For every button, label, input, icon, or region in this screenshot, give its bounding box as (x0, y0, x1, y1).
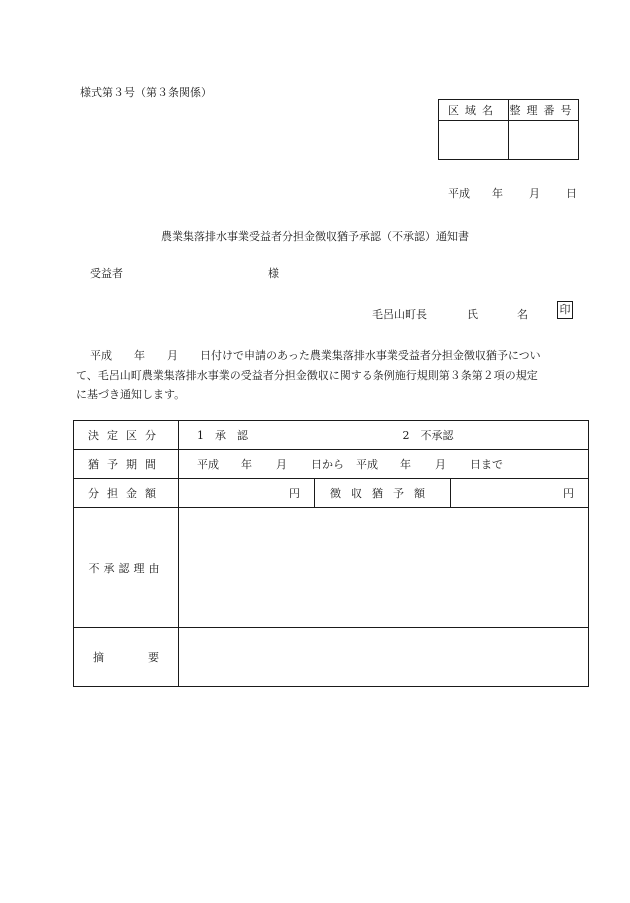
registry-number-cell (509, 121, 579, 160)
amount-label: 分担金額 (74, 479, 179, 508)
recipient-label: 受益者 (90, 267, 123, 280)
decision-option-reject: 2 不承認 (315, 421, 589, 450)
remarks-value (179, 628, 589, 687)
period-to-era: 平成 (356, 458, 378, 471)
period-to-day: 日まで (470, 458, 503, 471)
date-era: 平成 (448, 187, 470, 200)
issue-date (448, 185, 577, 201)
period-from-month: 月 (276, 458, 287, 471)
deferral-amount-label: 徴収猶予額 (315, 479, 451, 508)
rejection-reason-label: 不承認理由 (74, 508, 179, 628)
body-line-2: て、毛呂山町農業集落排水事業の受益者分担金徴収に関する条例施行規則第３条第２項の規定 (76, 368, 538, 382)
body-paragraph (76, 346, 596, 405)
date-month: 月 (529, 187, 540, 200)
registry-number-header: 整理番号 (509, 100, 579, 121)
form-number: 様式第３号（第３条関係） (80, 86, 212, 99)
issuer-mei: 名 (517, 308, 528, 321)
issuer-shi: 氏 (467, 308, 478, 321)
rejection-reason-value (179, 508, 589, 628)
date-day: 日 (566, 187, 577, 200)
decision-label: 決定区分 (74, 421, 179, 450)
period-from-year: 年 (241, 458, 252, 471)
period-from-era: 平成 (197, 458, 219, 471)
registry-area-header: 区域名 (439, 100, 509, 121)
notice-table (73, 420, 589, 687)
period-from-day: 日から (311, 458, 344, 471)
body-line-3: に基づき通知します。 (76, 388, 186, 401)
amount-value: 円 (179, 479, 315, 508)
period-to-year: 年 (400, 458, 411, 471)
decision-option-approve: 1 承 認 (179, 421, 315, 450)
period-value (179, 450, 589, 479)
document-title: 農業集落排水事業受益者分担金徴収猶予承認（不承認）通知書 (161, 230, 469, 243)
period-to-month: 月 (435, 458, 446, 471)
seal-mark: 印 (557, 301, 573, 319)
deferral-amount-value: 円 (451, 479, 589, 508)
registry-area-cell (439, 121, 509, 160)
body-line-1: 平成 年 月 日付けで申請のあった農業集落排水事業受益者分担金徴収猶予につい (90, 349, 541, 362)
period-label: 猶予期間 (74, 450, 179, 479)
registry-table (438, 99, 579, 160)
recipient-honorific: 様 (268, 267, 279, 280)
date-year: 年 (492, 187, 503, 200)
remarks-label: 摘 要 (74, 628, 179, 687)
issuer-title: 毛呂山町長 (372, 308, 427, 321)
